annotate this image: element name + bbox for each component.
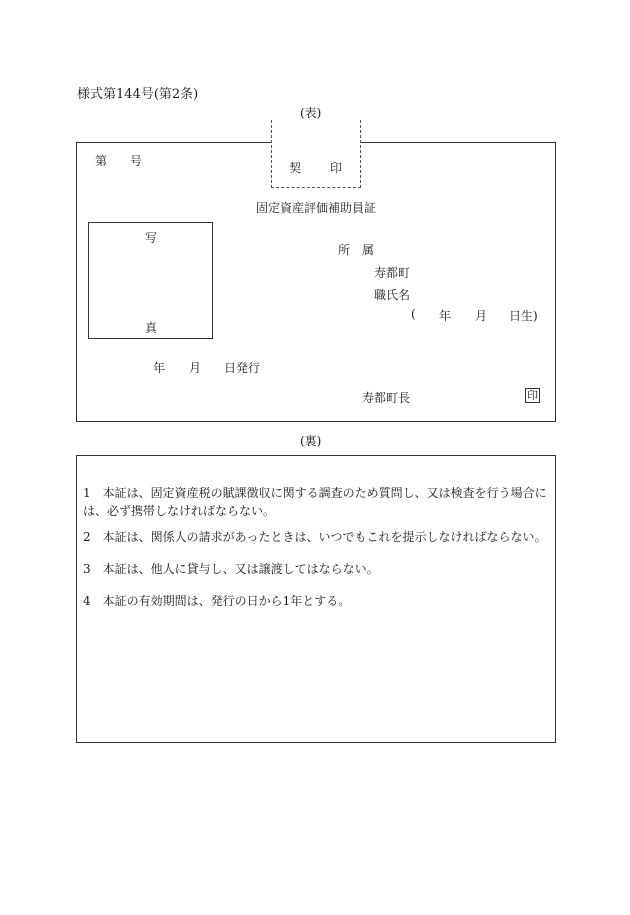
note-4: 4 本証の有効期間は、発行の日から1年とする。 bbox=[83, 594, 351, 608]
affiliation-label: 所 属 bbox=[338, 243, 375, 257]
birth-month: 月 bbox=[475, 309, 488, 323]
name-label: 職氏名 bbox=[374, 288, 411, 302]
note-1: 1 本証は、固定資産税の賦課徴収に関する調査のため質問し、又は検査を行う場合には、必ず携帯しなければならない。 bbox=[83, 486, 547, 518]
affiliation-value: 寿都町 bbox=[374, 266, 411, 280]
issue-month: 月 bbox=[189, 361, 202, 375]
photo-label-top: 写 bbox=[145, 231, 158, 245]
note-2: 2 本証は、関係人の請求があったときは、いつでもこれを提示しなければならない。 bbox=[83, 530, 547, 544]
front-side-label: (表) bbox=[300, 106, 322, 120]
seal-area-right-char: 印 bbox=[330, 161, 343, 175]
number-label: 第 bbox=[95, 154, 108, 168]
seal-area-left-char: 契 bbox=[289, 161, 302, 175]
note-3: 3 本証は、他人に貸与し、又は譲渡してはならない。 bbox=[83, 562, 379, 576]
issue-year: 年 bbox=[153, 361, 166, 375]
form-title: 様式第144号(第2条) bbox=[77, 87, 199, 102]
number-suffix: 号 bbox=[130, 154, 143, 168]
back-side-label: (裏) bbox=[300, 434, 322, 448]
issuer: 寿都町長 bbox=[362, 391, 411, 405]
photo-label-bottom: 真 bbox=[145, 321, 158, 335]
seal-area bbox=[271, 120, 361, 188]
birth-open-paren: ( bbox=[411, 307, 416, 321]
birth-day: 日生) bbox=[509, 309, 538, 323]
issue-day: 日発行 bbox=[224, 361, 261, 375]
card-title: 固定資産評価補助員証 bbox=[256, 201, 377, 215]
seal-mark: 印 bbox=[527, 389, 538, 402]
birth-year: 年 bbox=[439, 309, 452, 323]
